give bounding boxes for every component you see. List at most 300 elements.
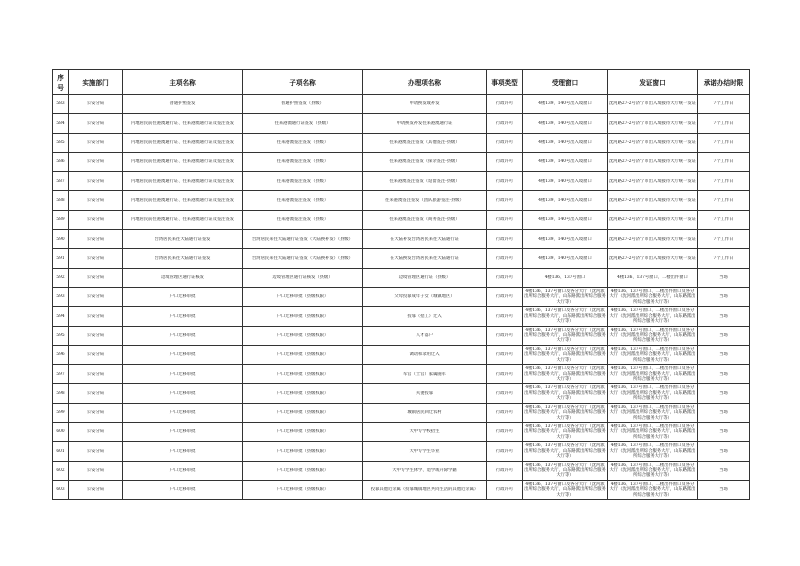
cell-main-item [123,268,243,287]
cell-issuing-window [608,152,698,171]
cell-index-text: 583 [56,101,65,107]
cell-main-item [123,365,243,384]
cell-item-type [487,172,523,191]
cell-time-limit [698,249,750,268]
cell-main-item-text: 内地居民前往港澳通行证、往来港澳通行证及签注签发 [130,217,235,223]
cell-sub-item [243,326,363,345]
cell-department [69,384,123,403]
cell-handling-item [363,287,487,306]
cell-main-item-text: 户口迁移审批 [169,410,196,416]
cell-index [53,461,69,480]
cell-item-type-text: 行政许可 [495,333,514,338]
cell-index-text: 589 [56,217,65,223]
cell-time-limit-text: 当场 [719,275,728,281]
cell-sub-item-text: 往来港澳签注签发（县级） [276,197,329,203]
cell-acceptance-window-text: 4楼139、140号出入境窗口 [538,236,592,242]
cell-time-limit-text: 当场 [719,352,728,358]
cell-time-limit [698,461,750,480]
cell-main-item [123,480,243,499]
cell-index [53,307,69,326]
cell-issuing-window-text: 沈河路27-2号济宁市出入境接待大厅统一发证 [609,120,696,126]
cell-main-item [123,326,243,345]
cell-item-type-text: 行政许可 [495,313,514,319]
cell-issuing-window [608,249,698,268]
cell-time-limit [698,326,750,345]
cell-sub-item [243,95,363,114]
cell-index-text: 595 [56,333,65,338]
cell-item-type-text: 行政许可 [495,448,514,454]
cell-index [53,384,69,403]
cell-issuing-window [608,268,698,287]
cell-acceptance-window [523,461,608,480]
cell-acceptance-window [523,210,608,229]
cell-item-type [487,191,523,210]
cell-issuing-window-text: 沈河路27-2号济宁市出入境接待大厅统一发证 [609,197,696,203]
cell-issuing-window-text: 4楼136、137号窗口、二楼出件窗口及各分大厅（沈河派出所综合服务大厅，山东路派出所综合服务大厅等） [609,327,696,344]
header-main-item: 主项名称 [123,70,243,95]
cell-sub-item-text: 户口迁移审批（县级权限） [276,371,329,377]
cell-department-text: 公安分局 [86,197,105,203]
cell-main-item-text: 户口迁移审批 [169,294,196,300]
cell-main-item-text: 内地居民前往港澳通行证、往来港澳通行证及签注签发 [130,197,235,203]
cell-handling-item [363,384,487,403]
cell-item-type [487,423,523,442]
cell-item-type-text: 行政许可 [495,352,514,358]
cell-sub-item [243,249,363,268]
table-row [53,230,750,249]
cell-acceptance-window [523,480,608,499]
cell-time-limit-text: 7个工作日 [713,197,734,203]
cell-handling-item [363,442,487,461]
cell-handling-item [363,345,487,364]
cell-sub-item-text: 户口迁移审批（县级权限） [276,468,329,474]
cell-handling-item [363,152,487,171]
table-row [53,133,750,152]
cell-sub-item-text: 往来港澳签注签发（县级） [276,217,329,223]
cell-main-item-text: 普通护照签发 [169,101,196,107]
table-row [53,365,750,384]
cell-sub-item-text: 户口迁移审批（县级权限） [276,429,329,435]
cell-item-type-text: 行政许可 [495,255,514,261]
cell-index-text: 584 [56,120,65,126]
cell-main-item [123,442,243,461]
cell-sub-item [243,307,363,326]
cell-department-text: 公安分局 [86,101,105,107]
cell-index [53,133,69,152]
cell-sub-item-text: 户口迁移审批（县级权限） [276,487,329,493]
cell-main-item [123,191,243,210]
cell-sub-item [243,152,363,171]
cell-department [69,365,123,384]
cell-department-text: 公安分局 [86,217,105,223]
cell-issuing-window-text: 4楼136、137号窗口、二楼出件窗口及各分大厅（沈河派出所综合服务大厅，山东路派出所综合服务大厅等） [609,481,696,498]
cell-time-limit [698,287,750,306]
cell-handling-item-text: 边境管理区通行证（县级） [398,275,451,281]
cell-sub-item-text: 台湾居民来往大陆通行证签发（大陆换补发）（县级） [252,236,353,242]
cell-time-limit-text: 当场 [719,371,728,377]
cell-time-limit [698,172,750,191]
cell-index [53,423,69,442]
cell-acceptance-window-text: 4楼136、137号窗口及各分大厅（沈河派出所综合服务大厅，山东路派出所综合服务大厅等） [524,289,606,305]
cell-department-text: 公安分局 [86,429,105,435]
cell-department [69,230,123,249]
cell-department-text: 公安分局 [86,140,105,146]
cell-index [53,152,69,171]
cell-main-item [123,423,243,442]
cell-sub-item [243,133,363,152]
cell-issuing-window [608,114,698,133]
header-sub-item: 子项名称 [243,70,363,95]
cell-index [53,345,69,364]
cell-index-text: 603 [56,487,65,493]
cell-handling-item [363,210,487,229]
service-items-table [52,69,750,500]
cell-department-text: 公安分局 [86,487,105,493]
cell-handling-item-text: 调动和录用迁入 [409,352,440,358]
cell-acceptance-window [523,268,608,287]
cell-department [69,287,123,306]
cell-time-limit-text: 当场 [719,390,728,396]
cell-item-type [487,307,523,326]
cell-department-text: 公安分局 [86,236,105,242]
cell-department-text: 公安分局 [86,294,105,300]
cell-department [69,268,123,287]
cell-sub-item-text: 台湾居民来往大陆通行证签发（大陆换补发）（县级） [252,255,353,261]
cell-issuing-window-text: 4楼136、137号窗口、二楼出件窗口及各分大厅（沈河派出所综合服务大厅，山东路派出所综合服务大厅等） [609,443,696,460]
table-row [53,403,750,422]
cell-time-limit-text: 当场 [719,333,728,338]
cell-acceptance-window [523,287,608,306]
cell-acceptance-window-text: 4楼139、140号出入境窗口 [538,178,592,184]
cell-issuing-window [608,461,698,480]
cell-handling-item [363,480,487,499]
header-item-type: 事项类型 [487,70,523,95]
cell-time-limit [698,230,750,249]
cell-issuing-window-text: 4楼136、137号窗口、二楼出件窗口及各分大厅（沈河派出所综合服务大厅，山东路派出所综合服务大厅等） [609,289,696,305]
cell-item-type [487,403,523,422]
cell-acceptance-window-text: 4楼139、140号出入境窗口 [538,255,592,261]
table-row [53,480,750,499]
cell-issuing-window-text: 4楼136、137号窗口、二楼出件窗口及各分大厅（沈河派出所综合服务大厅，山东路派出所综合服务大厅等） [609,462,696,479]
cell-acceptance-window [523,152,608,171]
cell-index-text: 598 [56,390,65,396]
cell-acceptance-window [523,442,608,461]
cell-time-limit [698,114,750,133]
cell-handling-item [363,461,487,480]
cell-handling-item-text: 人才落户 [415,333,434,338]
cell-item-type-text: 行政许可 [495,487,514,493]
cell-issuing-window [608,480,698,499]
cell-handling-item [363,423,487,442]
cell-acceptance-window [523,403,608,422]
cell-department-text: 公安分局 [86,410,105,416]
cell-sub-item [243,210,363,229]
cell-issuing-window-text: 4楼136、137号窗口、二楼出件窗口 [617,275,688,281]
cell-item-type [487,230,523,249]
table-row [53,114,750,133]
cell-handling-item-text: 投靠其他近亲属（投靠城镇地区共同生活的其他近亲属） [370,487,479,493]
cell-item-type [487,287,523,306]
cell-acceptance-window-text: 4楼136、137号窗口及各分大厅（沈河派出所综合服务大厅，山东路派出所综合服务大厅等） [524,443,606,460]
cell-index-text: 597 [56,371,65,377]
cell-department [69,114,123,133]
cell-index [53,442,69,461]
cell-handling-item-text: 往来港澳签注签发（团队旅游签注-县级） [385,197,464,203]
cell-time-limit [698,403,750,422]
cell-department [69,480,123,499]
cell-department [69,95,123,114]
cell-index-text: 588 [56,197,65,203]
table-row [53,191,750,210]
cell-time-limit-text: 7个工作日 [713,140,734,146]
cell-sub-item [243,480,363,499]
cell-index [53,249,69,268]
cell-acceptance-window [523,345,608,364]
cell-department-text: 公安分局 [86,352,105,358]
cell-issuing-window-text: 4楼136、137号窗口、二楼出件窗口及各分大厅（沈河派出所综合服务大厅，山东路派出所综合服务大厅等） [609,404,696,421]
cell-handling-item [363,191,487,210]
table-row [53,345,750,364]
header-index: 序号 [53,70,69,95]
cell-department-text: 公安分局 [86,159,105,165]
cell-main-item [123,249,243,268]
cell-time-limit-text: 7个工作日 [713,255,734,261]
cell-sub-item [243,365,363,384]
cell-sub-item-text: 户口迁移审批（县级权限） [276,448,329,454]
cell-issuing-window [608,442,698,461]
cell-sub-item [243,423,363,442]
cell-item-type-text: 行政许可 [495,197,514,203]
cell-handling-item [363,133,487,152]
cell-acceptance-window [523,365,608,384]
cell-index [53,365,69,384]
cell-sub-item-text: 普通护照签发（县级） [281,101,324,107]
cell-sub-item [243,191,363,210]
table-row [53,307,750,326]
cell-time-limit-text: 7个工作日 [713,178,734,184]
table-row [53,95,750,114]
cell-issuing-window-text: 沈河路27-2号济宁市出入境接待大厅统一发证 [609,178,696,184]
header-acceptance-window: 受理窗口 [523,70,608,95]
cell-department-text: 公安分局 [86,448,105,454]
cell-main-item-text: 台湾居民来往大陆通行证签发 [154,236,211,242]
cell-handling-item [363,230,487,249]
cell-item-type [487,268,523,287]
cell-department-text: 公安分局 [86,390,105,396]
cell-index-text: 594 [56,313,65,319]
cell-main-item-text: 台湾居民来往大陆通行证签发 [154,255,211,261]
cell-handling-item-text: 申请换发或补发 [409,101,440,107]
cell-main-item-text: 内地居民前往港澳通行证、往来港澳通行证及签注签发 [130,120,235,126]
cell-sub-item-text: 边境管理区通行证核发（县级） [272,275,333,281]
cell-main-item [123,461,243,480]
cell-item-type-text: 行政许可 [495,140,514,146]
cell-department [69,172,123,191]
cell-time-limit-text: 当场 [719,448,728,454]
cell-time-limit [698,384,750,403]
cell-acceptance-window-text: 4楼139、140号出入境窗口 [538,101,592,107]
table-row [53,268,750,287]
cell-handling-item-text: 大中专学生休学、退学或开除学籍 [392,468,457,474]
cell-issuing-window [608,365,698,384]
cell-item-type [487,249,523,268]
cell-time-limit-text: 7个工作日 [713,217,734,223]
cell-index [53,230,69,249]
cell-department [69,133,123,152]
cell-handling-item-text: 往来港澳签注签发（逗留签注-县级） [389,178,460,184]
cell-index-text: 596 [56,352,65,358]
cell-item-type-text: 行政许可 [495,120,514,126]
cell-main-item [123,210,243,229]
table-row [53,442,750,461]
cell-item-type-text: 行政许可 [495,275,514,281]
cell-acceptance-window-text: 4楼139、140号出入境窗口 [538,120,592,126]
cell-issuing-window-text: 4楼136、137号窗口、二楼出件窗口及各分大厅（沈河派出所综合服务大厅，山东路派出所综合服务大厅等） [609,308,696,325]
cell-index [53,191,69,210]
cell-acceptance-window-text: 4楼136、137号窗口及各分大厅（沈河派出所综合服务大厅，山东路派出所综合服务大厅等） [524,404,606,421]
cell-time-limit-text: 7个工作日 [713,159,734,165]
cell-acceptance-window [523,95,608,114]
cell-item-type-text: 行政许可 [495,429,514,435]
cell-handling-item [363,365,487,384]
cell-acceptance-window [523,307,608,326]
cell-main-item-text: 户口迁移审批 [169,468,196,474]
header-department: 实施部门 [69,70,123,95]
cell-sub-item-text: 户口迁移审批（县级权限） [276,313,329,319]
cell-main-item-text: 户口迁移审批 [169,390,196,396]
cell-issuing-window-text: 沈河路27-2号济宁市出入境接待大厅统一发证 [609,255,696,261]
cell-index [53,268,69,287]
cell-issuing-window-text: 沈河路27-2号济宁市出入境接待大厅统一发证 [609,236,696,242]
header-handling-item: 办理项名称 [363,70,487,95]
cell-time-limit [698,345,750,364]
cell-index-text: 599 [56,410,65,416]
cell-item-type-text: 行政许可 [495,101,514,107]
cell-acceptance-window-text: 4楼136、137号窗口及各分大厅（沈河派出所综合服务大厅，山东路派出所综合服务大厅等） [524,366,606,382]
cell-sub-item-text: 户口迁移审批（县级权限） [276,390,329,396]
cell-handling-item-text: 申请换发补发往来港澳通行证 [396,120,453,126]
cell-issuing-window-text: 4楼136、137号窗口、二楼出件窗口及各分大厅（沈河派出所综合服务大厅，山东路派出所综合服务大厅等） [609,366,696,382]
cell-item-type [487,114,523,133]
cell-acceptance-window-text: 4楼136、137号窗口及各分大厅（沈河派出所综合服务大厅，山东路派出所综合服务大厅等） [524,481,606,498]
cell-department-text: 公安分局 [86,275,105,281]
cell-sub-item [243,172,363,191]
cell-index-text: 593 [56,294,65,300]
cell-main-item-text: 户口迁移审批 [169,371,196,377]
cell-item-type [487,152,523,171]
cell-index-text: 586 [56,159,65,165]
cell-sub-item [243,230,363,249]
cell-index [53,95,69,114]
cell-acceptance-window-text: 4楼136、137号窗口及各分大厅（沈河派出所综合服务大厅，山东路派出所综合服务大厅等） [524,424,606,440]
cell-handling-item-text: 军官（士官）家属随军 [403,371,446,377]
cell-department [69,423,123,442]
cell-department [69,442,123,461]
cell-acceptance-window-text: 4楼139、140号出入境窗口 [538,159,592,165]
cell-handling-item [363,172,487,191]
cell-sub-item [243,403,363,422]
cell-handling-item [363,249,487,268]
cell-main-item-text: 户口迁移审批 [169,487,196,493]
table-row [53,326,750,345]
cell-item-type [487,95,523,114]
cell-sub-item-text: 户口迁移审批（县级权限） [276,294,329,300]
cell-time-limit [698,480,750,499]
cell-issuing-window-text: 沈河路27-2号济宁市出入境接待大厅统一发证 [609,159,696,165]
cell-sub-item-text: 往来港澳签注签发（县级） [276,159,329,165]
cell-time-limit [698,210,750,229]
cell-acceptance-window [523,230,608,249]
table-row [53,423,750,442]
cell-index [53,172,69,191]
cell-handling-item [363,326,487,345]
cell-time-limit [698,268,750,287]
cell-department-text: 公安分局 [86,313,105,319]
cell-handling-item-text: 在大陆补发台湾居民来往大陆通行证 [390,236,459,242]
cell-sub-item [243,461,363,480]
cell-department [69,210,123,229]
cell-index-text: 585 [56,140,65,146]
cell-main-item [123,307,243,326]
cell-acceptance-window [523,423,608,442]
cell-index [53,403,69,422]
cell-issuing-window-text: 沈河路27-2号济宁市出入境接待大厅统一发证 [609,140,696,146]
cell-index [53,480,69,499]
cell-acceptance-window-text: 4楼136、137号窗口及各分大厅（沈河派出所综合服务大厅，山东路派出所综合服务大厅等） [524,327,606,344]
cell-issuing-window-text: 4楼136、137号窗口、二楼出件窗口及各分大厅（沈河派出所综合服务大厅，山东路派出所综合服务大厅等） [609,424,696,440]
cell-department [69,326,123,345]
cell-issuing-window [608,210,698,229]
cell-issuing-window-text: 4楼136、137号窗口、二楼出件窗口及各分大厅（沈河派出所综合服务大厅，山东路派出所综合服务大厅等） [609,385,696,402]
cell-index [53,210,69,229]
cell-sub-item-text: 往来港澳通行证签发（县级） [274,120,331,126]
cell-acceptance-window-text: 4楼136、137号窗口及各分大厅（沈河派出所综合服务大厅，山东路派出所综合服务大厅等） [524,308,606,325]
cell-time-limit [698,152,750,171]
cell-main-item-text: 户口迁移审批 [169,313,196,319]
cell-acceptance-window [523,133,608,152]
cell-time-limit-text: 当场 [719,294,728,300]
cell-main-item [123,95,243,114]
cell-department-text: 公安分局 [86,120,105,126]
cell-index-text: 601 [56,448,65,454]
cell-item-type [487,345,523,364]
cell-issuing-window [608,345,698,364]
cell-handling-item-text: 父母投靠成年子女（城镇地区） [394,294,455,300]
cell-acceptance-window-text: 4楼136、137号窗口 [544,275,586,281]
cell-department [69,191,123,210]
cell-index-text: 592 [56,275,65,281]
cell-sub-item-text: 往来港澳签注签发（县级） [276,178,329,184]
cell-sub-item-text: 往来港澳签注签发（县级） [276,140,329,146]
cell-sub-item [243,442,363,461]
cell-item-type [487,133,523,152]
cell-index-text: 590 [56,236,65,242]
cell-handling-item-text: 城镇居民回迁农村 [407,410,442,416]
cell-sub-item-text: 户口迁移审批（县级权限） [276,352,329,358]
cell-time-limit-text: 当场 [719,487,728,493]
cell-acceptance-window [523,326,608,345]
cell-department-text: 公安分局 [86,468,105,474]
cell-item-type-text: 行政许可 [495,294,514,300]
cell-sub-item [243,345,363,364]
cell-main-item [123,345,243,364]
cell-handling-item [363,307,487,326]
cell-sub-item [243,268,363,287]
cell-issuing-window [608,133,698,152]
cell-department [69,345,123,364]
cell-item-type [487,384,523,403]
cell-main-item-text: 内地居民前往港澳通行证、往来港澳通行证及签注签发 [130,159,235,165]
